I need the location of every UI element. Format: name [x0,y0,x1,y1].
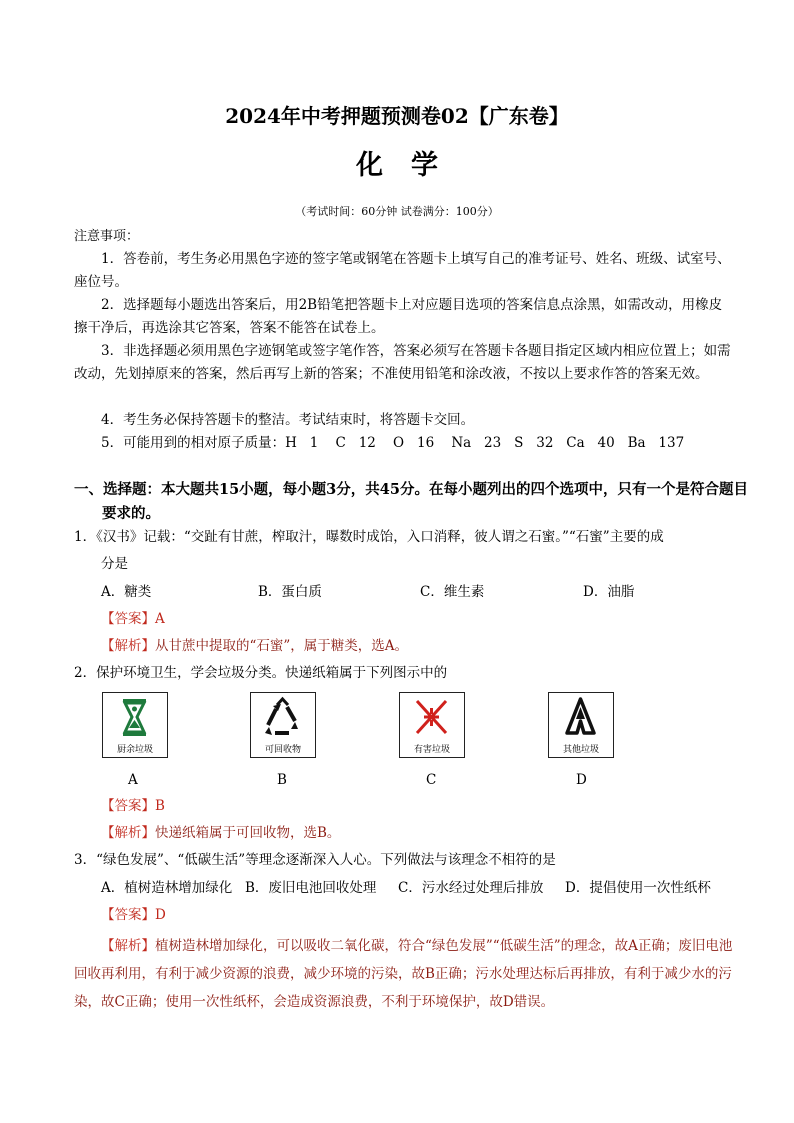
other-waste-icon-box [548,692,614,758]
q2-analysis [101,822,340,845]
answer-label: 【答案】 [101,611,155,627]
q3-stem: 3．“绿色发展”、“低碳生活”等理念逐渐深入人心。下列做法与该理念不相符的是 [74,852,556,868]
q1-option-b: B．蛋白质 [258,584,322,600]
notice-item-3: 3．非选择题必须用黑色字迹钢笔或签字笔作答，答案必须写在答题卡各题目指定区域内相应位置上；如需改动，先划掉原来的答案，然后再写上新的答案；不准使用铅笔和涂改液，不按以上要求作答的答案无效。 [74,343,731,382]
icon-caption-b: 可回收物 [264,745,301,755]
notice-item-4: 4．考生务必保持答题卡的整洁。考试结束时，将答题卡交回。 [101,412,475,428]
exam-info: （考试时间：60分钟 试卷满分：100分） [295,205,499,218]
q1-option-d: D．油脂 [583,584,635,600]
icon-letter-a: A [128,772,138,788]
q1-option-c: C．维生素 [420,584,485,600]
icon-caption-d: 其他垃圾 [562,745,599,755]
analysis-label: 【解析】 [101,938,155,954]
kitchen-waste-icon [103,695,166,743]
icon-letter-d: D [576,772,587,788]
q1-stem-line1: 1．《汉书》记载：“交趾有甘蔗，榨取汁，曝数时成饴，入口消释，彼人谓之石蜜。”“石蜜”主要的成 [74,529,664,545]
subject-title: 化学 [356,150,466,181]
hazardous-waste-icon-box [399,692,465,758]
q1-stem-line2: 分是 [101,556,128,572]
notice-item-5: 5．可能用到的相对原子质量：H 1 C 12 O 16 Na 23 S 32 Ca 40 Ba 137 [101,435,685,451]
q1-analysis [101,635,408,658]
hazardous-waste-icon [400,695,463,743]
icon-letter-b: B [277,772,287,788]
other-waste-icon [549,695,612,743]
answer-label: 【答案】 [101,798,155,814]
q3-option-b: B．废旧电池回收处理 [245,880,377,896]
q3-option-a: A．植树造林增加绿化 [101,880,233,896]
notice-item-2: 2．选择题每小题选出答案后，用2B铅笔把答题卡上对应题目选项的答案信息点涂黑，如需改动，用橡皮擦干净后，再选涂其它答案，答案不能答在试卷上。 [74,297,723,336]
q2-answer [101,795,165,818]
analysis-text: 从甘蔗中提取的“石蜜”，属于糖类，选A。 [155,638,409,654]
page-title: 2024年中考押题预测卷02【广东卷】 [225,104,569,128]
section-title: 一、选择题：本大题共15小题，每小题3分，共45分。在每小题列出的四个选项中，只有一个是符合题目要求的。 [74,481,748,522]
q3-option-d: D．提倡使用一次性纸杯 [565,880,711,896]
icon-caption-a: 厨余垃圾 [116,745,153,755]
notice-item-1: 1．答卷前，考生务必用黑色字迹的签字笔或钢笔在答题卡上填写自己的准考证号、姓名、班级、试室号、座位号。 [74,251,731,290]
q3-answer [101,904,166,927]
analysis-label: 【解析】 [101,825,155,841]
q3-analysis [74,932,734,1016]
recyclable-icon-box [250,692,316,758]
q2-stem: 2．保护环境卫生，学会垃圾分类。快递纸箱属于下列图示中的 [74,665,448,681]
recyclable-icon [251,695,314,743]
answer-value: B [155,798,165,814]
analysis-text: 植树造林增加绿化，可以吸收二氧化碳，符合“绿色发展”“低碳生活”的理念，故A正确；废旧电池回收再利用，有利于减少资源的浪费，减少环境的污染，故B正确；污水处理达标后再排放，有利于减少水的污染，故C正确；使用一次性纸杯，会造成资源浪费，不利于环境保护，故D错误。 [74,938,733,1010]
q1-option-a: A．糖类 [101,584,152,600]
answer-value: D [155,907,166,923]
analysis-label: 【解析】 [101,638,155,654]
kitchen-waste-icon-box [102,692,168,758]
q3-option-c: C．污水经过处理后排放 [398,880,544,896]
answer-label: 【答案】 [101,907,155,923]
q1-answer [101,608,165,631]
answer-value: A [155,611,165,627]
icon-letter-c: C [426,772,437,788]
analysis-text: 快递纸箱属于可回收物，选B。 [155,825,341,841]
icon-caption-c: 有害垃圾 [413,745,450,755]
notice-title: 注意事项： [74,229,140,244]
